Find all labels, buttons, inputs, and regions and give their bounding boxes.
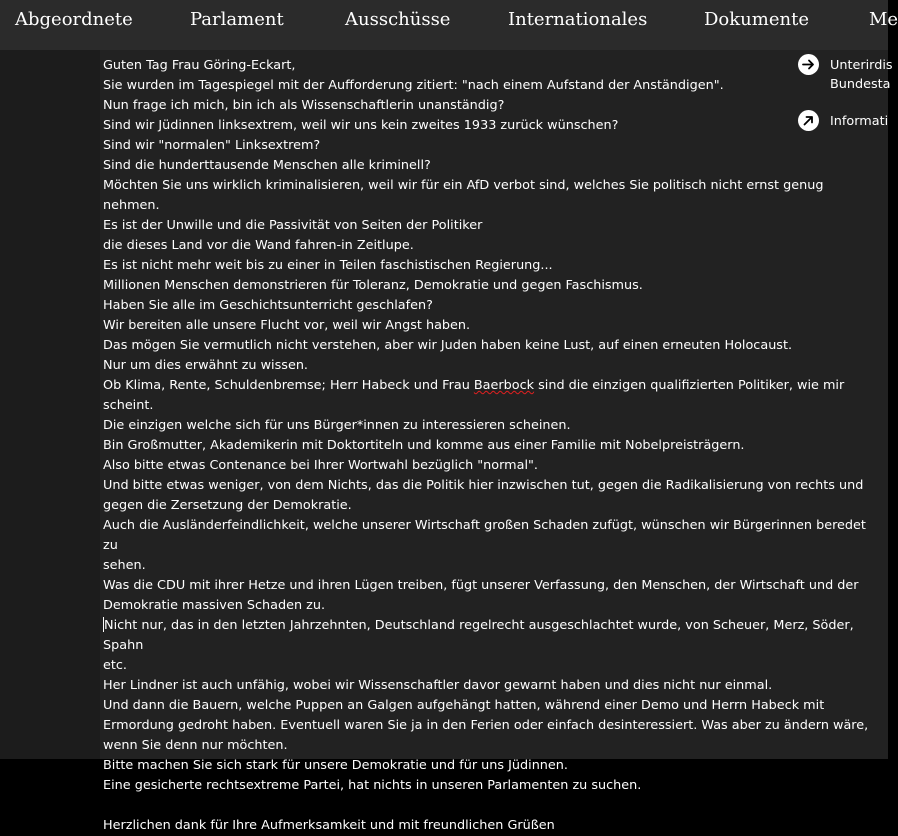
letter-line: Auch die Ausländerfeindlichkeit, welche unserer Wirtschaft großen Schaden zufügt, wünschen wir Bürgerinnen beredet zu (103, 518, 871, 553)
side-link-line: Bundesta (830, 77, 891, 92)
letter-line (103, 796, 873, 816)
letter-text[interactable] (103, 56, 873, 836)
letter-line: Und dann die Bauern, welche Puppen an Galgen aufgehängt hatten, während einer Demo und Herrn Habeck mit (103, 698, 825, 713)
letter-line: Ob Klima, Rente, Schuldenbremse; Herr Habeck und Frau Baerbock sind die einzigen qualifizierten Politiker, wie mir scheint. (103, 378, 849, 413)
letter-line: Bin Großmutter, Akademikerin mit Doktortiteln und komme aus einer Familie mit Nobelpreisträgern. (103, 438, 745, 453)
letter-line: etc. (103, 658, 127, 673)
letter-line: Eine gesicherte rechtsextreme Partei, hat nichts in unseren Parlamenten zu suchen. (103, 778, 642, 793)
top-navigation (0, 0, 898, 50)
letter-line: Es ist nicht mehr weit bis zu einer in Teilen faschistischen Regierung... (103, 258, 553, 273)
letter-line: Haben Sie alle im Geschichtsunterricht geschlafen? (103, 298, 433, 313)
letter-line: Millionen Menschen demonstrieren für Toleranz, Demokratie und gegen Faschismus. (103, 278, 643, 293)
letter-line: sehen. (103, 558, 146, 573)
spellcheck-word: Baerbock (473, 378, 535, 393)
letter-line: Ermordung gedroht haben. Eventuell waren Sie ja in den Ferien oder einfach desinteressiert. Was aber zu ändern wäre, (103, 718, 869, 733)
letter-line: Möchten Sie uns wirklich kriminalisieren, weil wir für ein AfD verbot sind, welches Sie politisch nicht ernst genug nehmen. (103, 178, 828, 213)
side-link-line: Unterirdis (830, 58, 893, 73)
letter-line: Nicht nur, das in den letzten Jahrzehnten, Deutschland regelrecht ausgeschlachtet wurde, von Scheuer, Merz, Söder, Spahn (103, 618, 858, 653)
letter-line: Sind wir Jüdinnen linksextrem, weil wir uns kein zweites 1933 zurück wünschen? (103, 118, 619, 133)
nav-item-abgeordnete[interactable]: Abgeordnete (15, 9, 133, 30)
letter-line: die dieses Land vor die Wand fahren-in Zeitlupe. (103, 238, 414, 253)
arrow-right-icon (798, 54, 819, 75)
side-link-line: Informati (830, 114, 889, 129)
letter-line: Und bitte etwas weniger, von dem Nichts, das die Politik hier inzwischen tut, gegen die Radikalisierung von rechts und (103, 478, 864, 493)
letter-line: Die einzigen welche sich für uns Bürger*innen zu interessieren scheinen. (103, 418, 571, 433)
letter-line: Was die CDU mit ihrer Hetze und ihren Lügen treiben, fügt unserer Verfassung, den Menschen, der Wirtschaft und der (103, 578, 859, 593)
letter-line: gegen die Zersetzung der Demokratie. (103, 498, 352, 513)
nav-item-ausschuesse[interactable]: Ausschüsse (345, 9, 451, 30)
side-link-label (830, 56, 893, 94)
letter-line: Wir bereiten alle unsere Flucht vor, weil wir Angst haben. (103, 318, 471, 333)
letter-line: Es ist der Unwille und die Passivität von Seiten der Politiker (103, 218, 483, 233)
letter-line: Her Lindner ist auch unfähig, wobei wir Wissenschaftler davor gewarnt haben und dies nicht nur einmal. (103, 678, 773, 693)
letter-line: Nur um dies erwähnt zu wissen. (103, 358, 308, 373)
letter-line: Bitte machen Sie sich stark für unsere Demokratie und für uns Jüdinnen. (103, 758, 568, 773)
letter-line: Also bitte etwas Contenance bei Ihrer Wortwahl bezüglich "normal". (103, 458, 538, 473)
text-cursor (103, 617, 104, 632)
external-link-icon (798, 110, 819, 131)
letter-line: Das mögen Sie vermutlich nicht verstehen, aber wir Juden haben keine Lust, auf einen erneuten Holocaust. (103, 338, 793, 353)
side-link-label (830, 112, 888, 131)
letter-line: Sind wir "normalen" Linksextrem? (103, 138, 321, 153)
nav-item-dokumente[interactable]: Dokumente (704, 9, 809, 30)
letter-line: Sind die hunderttausende Menschen alle kriminell? (103, 158, 431, 173)
nav-item-parlament[interactable]: Parlament (190, 9, 284, 30)
letter-line: Demokratie massiven Schaden zu. (103, 598, 326, 613)
nav-item-mediathek[interactable]: Me (869, 9, 898, 30)
letter-line: wenn Sie denn nur möchten. (103, 738, 288, 753)
nav-item-internationales[interactable]: Internationales (508, 9, 648, 30)
letter-line: Nun frage ich mich, bin ich als Wissenschaftlerin unanständig? (103, 98, 505, 113)
letter-line: Sie wurden im Tagespiegel mit der Aufforderung zitiert: "nach einem Aufstand der Anständigen". (103, 78, 724, 93)
left-margin (0, 50, 100, 759)
letter-line: Guten Tag Frau Göring-Eckart, (103, 58, 296, 73)
letter-line: Herzlichen dank für Ihre Aufmerksamkeit und mit freundlichen Grüßen (103, 818, 555, 833)
